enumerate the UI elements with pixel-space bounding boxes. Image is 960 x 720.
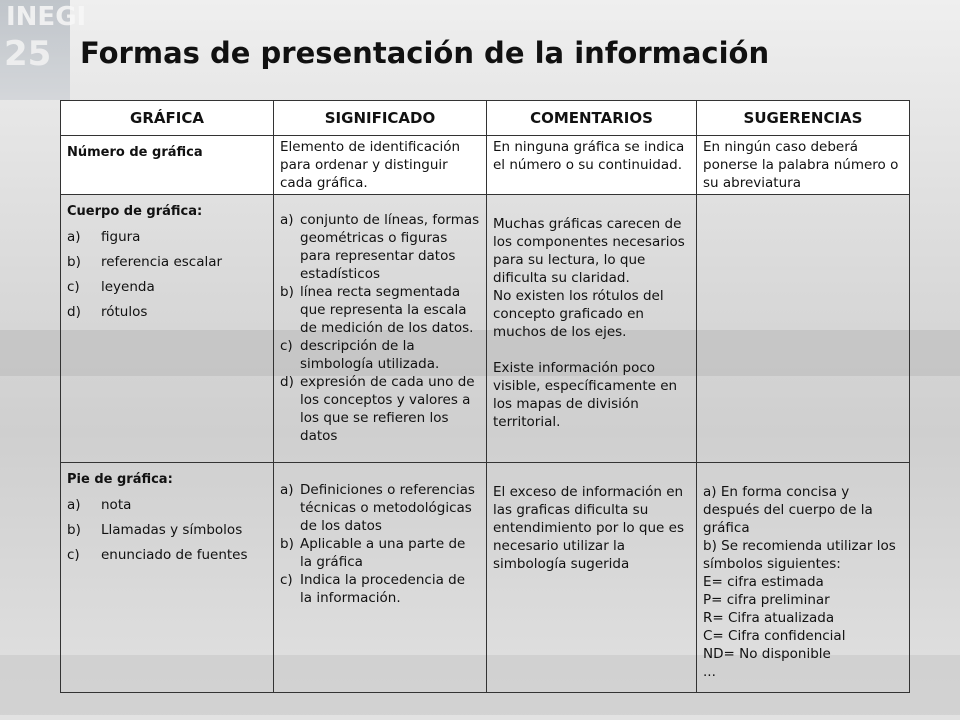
- row2-significado-list: [280, 211, 480, 445]
- row3-comentarios: [487, 463, 697, 693]
- symbol-item: E= cifra estimada: [703, 574, 824, 590]
- header-comentarios: COMENTARIOS: [487, 101, 697, 136]
- row2-sugerencias: [697, 195, 910, 463]
- row3-sugerencias-a: a) En forma concisa y después del cuerpo de la gráfica: [703, 484, 873, 536]
- list-item: c) descripción de la simbología utilizada.: [280, 338, 440, 372]
- row1-significado: Elemento de identificación para ordenar y distinguir cada gráfica.: [274, 136, 487, 195]
- row1-grafica: [61, 136, 274, 195]
- list-item: a) figura: [67, 229, 141, 245]
- inegi-logo: [0, 0, 87, 100]
- header-significado: SIGNIFICADO: [274, 101, 487, 136]
- list-item: c) Indica la procedencia de la información.: [280, 572, 466, 606]
- table-row: [61, 195, 910, 463]
- row2-comentarios: [487, 195, 697, 463]
- row3-grafica-title: Pie de gráfica:: [67, 472, 173, 487]
- row2-comentarios-p2: No existen los rótulos del concepto graficado en muchos de los ejes.: [493, 288, 664, 340]
- list-item: b) Aplicable a una parte de la gráfica: [280, 536, 466, 570]
- list-item: a) Definiciones o referencias técnicas o metodológicas de los datos: [280, 482, 475, 534]
- list-item: c) leyenda: [67, 279, 155, 295]
- list-item: d) expresión de cada uno de los conceptos y valores a los que se refieren los datos: [280, 374, 475, 444]
- row3-significado: [274, 463, 487, 693]
- header-sugerencias: SUGERENCIAS: [697, 101, 910, 136]
- row2-significado: [274, 195, 487, 463]
- list-item: a) conjunto de líneas, formas geométricas o figuras para representar datos estadísticos: [280, 212, 480, 282]
- list-item: b) línea recta segmentada que representa la escala de medición de los datos.: [280, 284, 474, 336]
- symbol-item: C= Cifra confidencial: [703, 628, 846, 644]
- list-item: b) referencia escalar: [67, 254, 223, 270]
- logo-text: INEGI: [6, 2, 87, 32]
- row2-grafica: [61, 195, 274, 463]
- info-table: [60, 100, 910, 693]
- row2-grafica-list: [67, 228, 267, 321]
- row3-comentarios-text: El exceso de información en las graficas dificulta su entendimiento por lo que es necesario utilizar la simbología sugerida: [493, 484, 684, 572]
- logo-number: 25: [4, 34, 52, 74]
- row3-grafica-list: [67, 496, 267, 564]
- list-item: d) rótulos: [67, 304, 148, 320]
- row1-comentarios: En ninguna gráfica se indica el número o su continuidad.: [487, 136, 697, 195]
- list-item: c) enunciado de fuentes: [67, 547, 248, 563]
- list-item: b) Llamadas y símbolos: [67, 522, 243, 538]
- header-grafica: GRÁFICA: [61, 101, 274, 136]
- symbol-item: R= Cifra atualizada: [703, 610, 835, 626]
- row3-significado-list: [280, 481, 480, 607]
- row1-sugerencias: En ningún caso deberá ponerse la palabra número o su abreviatura: [697, 136, 910, 195]
- symbol-item: P= cifra preliminar: [703, 592, 830, 608]
- symbol-item: ...: [703, 664, 716, 680]
- list-item: a) nota: [67, 497, 132, 513]
- row2-comentarios-p3: Existe información poco visible, específicamente en los mapas de división territorial.: [493, 360, 678, 430]
- row3-sugerencias-b: b) Se recomienda utilizar los símbolos siguientes:: [703, 538, 896, 572]
- row3-sugerencias: [697, 463, 910, 693]
- table-row: [61, 463, 910, 693]
- symbol-item: ND= No disponible: [703, 646, 831, 662]
- row2-comentarios-p1: Muchas gráficas carecen de los componentes necesarios para su lectura, lo que dificulta su claridad.: [493, 216, 685, 286]
- row3-grafica: [61, 463, 274, 693]
- page-title: Formas de presentación de la información: [80, 36, 770, 70]
- row2-grafica-title: Cuerpo de gráfica:: [67, 204, 203, 219]
- header-row: [61, 101, 910, 136]
- row1-grafica-label: Número de gráfica: [67, 145, 203, 160]
- table-row: [61, 136, 910, 195]
